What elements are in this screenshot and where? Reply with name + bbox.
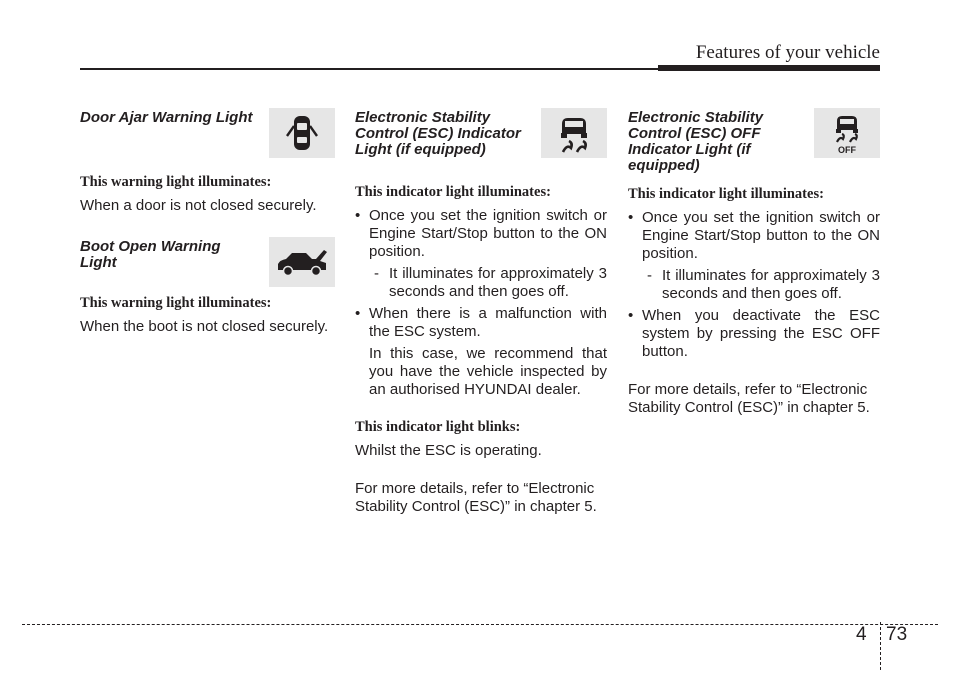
esc-off-icon-label: OFF	[838, 145, 856, 155]
esc-illuminates-list	[355, 207, 607, 261]
boot-open-subheading: This warning light illuminates:	[80, 295, 272, 311]
esc-heading: Electronic Stability Control (ESC) Indicator Light (if equipped)	[355, 109, 521, 158]
esc-off-reference-text: For more details, refer to “Electronic Stability Control (ESC)” in chapter 5.	[628, 381, 870, 416]
list-item: • Once you set the ignition switch or Engine Start/Stop button to the ON position.	[628, 209, 880, 263]
list-item: • When there is a malfunction with the ESC system.	[355, 305, 607, 341]
list-item: • When you deactivate the ESC system by pressing the ESC OFF button.	[628, 307, 880, 361]
esc-section-header	[355, 108, 607, 158]
esc-dash-item: - It illuminates for approximately 3 seconds and then goes off.	[369, 265, 607, 301]
esc-off-section-header	[628, 108, 880, 174]
page-header-title: Features of your vehicle	[695, 42, 880, 63]
esc-subheading-blinks: This indicator light blinks:	[355, 419, 521, 435]
esc-subheading-illuminates: This indicator light illuminates:	[355, 184, 551, 200]
esc-off-heading: Electronic Stability Control (ESC) OFF Indicator Light (if equipped)	[628, 109, 764, 174]
boot-open-text: When the boot is not closed securely.	[80, 318, 329, 335]
column-3	[628, 108, 880, 417]
esc-icon	[541, 108, 607, 158]
esc-off-list	[628, 209, 880, 263]
esc-reference-text: For more details, refer to “Electronic Stability Control (ESC)” in chapter 5.	[355, 480, 597, 515]
column-2	[355, 108, 607, 516]
header-rule-accent	[658, 65, 880, 71]
door-ajar-subheading: This warning light illuminates:	[80, 174, 272, 190]
footer-rule	[22, 624, 938, 625]
footer-divider	[880, 622, 881, 670]
esc-illuminates-list-2	[355, 305, 607, 341]
door-ajar-icon	[269, 108, 335, 158]
esc-malfunction-note: In this case, we recommend that you have the vehicle inspected by an authorised HYUNDAI dealer.	[369, 345, 607, 398]
boot-open-icon	[269, 237, 335, 287]
list-item: • Once you set the ignition switch or Engine Start/Stop button to the ON position.	[355, 207, 607, 261]
boot-open-heading: Boot Open Warning Light	[80, 238, 221, 271]
esc-blink-text: Whilst the ESC is operating.	[355, 442, 542, 459]
page-number: 73	[886, 624, 908, 645]
door-ajar-section-header	[80, 108, 335, 158]
door-ajar-text: When a door is not closed securely.	[80, 197, 317, 214]
chapter-number: 4	[856, 624, 867, 645]
door-ajar-heading: Door Ajar Warning Light	[80, 109, 253, 126]
esc-off-dash-item: - It illuminates for approximately 3 seconds and then goes off.	[642, 267, 880, 303]
esc-off-subheading: This indicator light illuminates:	[628, 186, 824, 202]
column-1	[80, 108, 335, 336]
esc-off-list-2	[628, 307, 880, 361]
boot-open-section-header	[80, 237, 335, 287]
esc-off-icon	[814, 108, 880, 158]
